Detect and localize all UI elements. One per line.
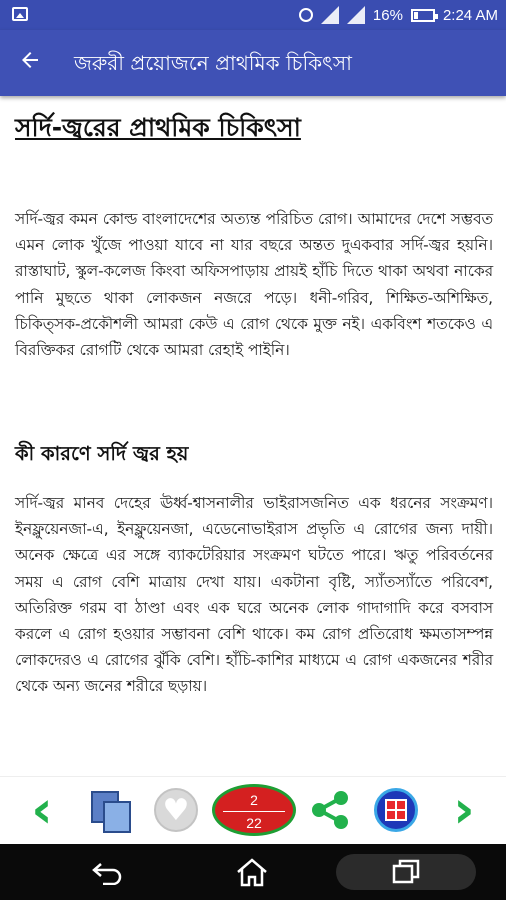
- status-bar: [0, 0, 506, 30]
- clock: 2:24 AM: [442, 6, 498, 24]
- back-arrow-icon[interactable]: [18, 46, 42, 80]
- article-content[interactable]: [0, 96, 506, 776]
- recents-icon: [391, 858, 421, 886]
- total-pages: 22: [246, 815, 262, 831]
- alarm-icon: [299, 8, 313, 22]
- nav-back-icon: [91, 859, 125, 885]
- nav-home-button[interactable]: [222, 854, 282, 890]
- contents-button[interactable]: [372, 785, 420, 835]
- page-indicator[interactable]: [210, 785, 298, 835]
- article-title: সর্দি-জ্বরের প্রাথমিক চিকিৎসা: [15, 113, 301, 142]
- current-page: 2: [250, 792, 258, 808]
- section-heading: কী কারণে সর্দি জ্বর হয়: [15, 442, 189, 465]
- share-icon: [307, 787, 353, 833]
- copy-icon: [89, 789, 131, 831]
- signal-icon-2: [347, 6, 365, 24]
- heart-icon: ♥: [154, 788, 198, 832]
- previous-button[interactable]: [18, 780, 66, 840]
- bottom-toolbar: [0, 776, 506, 845]
- grid-icon: [374, 788, 418, 832]
- chevron-left-icon: ‹: [31, 780, 53, 840]
- share-button[interactable]: [304, 785, 356, 835]
- nav-back-button[interactable]: [78, 854, 138, 890]
- battery-percent: 16%: [372, 6, 403, 24]
- section-paragraph: সর্দি-জ্বর মানব দেহের ঊর্ধ্ব-শ্বাসনালীর ভাইরাসজনিত এক ধরনের সংক্রমণ। ইনফ্লুয়েনজা-এ, ইনফ্লুয়েনজা, এডেনোভাইরাস প্রভৃতি এ রোগের জন্য দায়ী। অনেক ক্ষেত্রে এর সঙ্গে ব্যাকটেরিয়ার সংক্রমণ ঘটতে পারে। ঋতু পরিবর্তনের সময় এ রোগ বেশি মাত্রায় দেখা যায়। একটানা বৃষ্টি, স্যাঁতস্যাঁতে পরিবেশ, অতিরিক্ত গরম বা ঠাণ্ডা এবং এক ঘরে অনেক লোক গাদাগাদি করে বসবাস করলে এ রোগ হওয়ার সম্ভাবনা বেশি থাকে। কম রোগ প্রতিরোধ ক্ষমতাসম্পন্ন লোকদেরও এ রোগের ঝুঁকি বেশি। হাঁচি-কাশির মাধ্যমে এ রোগ একজনের শরীর থেকে অন্য জনের শরীরে ছড়ায়।: [15, 494, 493, 696]
- next-button[interactable]: [440, 780, 488, 840]
- nav-recents-button[interactable]: [336, 854, 476, 890]
- system-nav-bar: [0, 844, 506, 900]
- app-bar: [0, 30, 506, 96]
- intro-paragraph: সর্দি-জ্বর কমন কোল্ড বাংলাদেশের অত্যন্ত পরিচিত রোগ। আমাদের দেশে সম্ভবত এমন লোক খুঁজে পাওয়া যাবে না যার বছরে অন্তত দুএকবার সর্দি-জ্বর হয়নি। রাস্তাঘাট, স্কুল-কলেজ কিংবা অফিসপাড়ায় প্রায়ই হাঁচি দিতে থাকা অথবা নাকের পানি মুছতে থাকা লোকজন নজরে পড়ে। ধনী-গরিব, শিক্ষিত-অশিক্ষিত, চিকিত্সক-প্রকৌশলী আমরা কেউ এ রোগ থেকে মুক্ত নই। একবিংশ শতকেও এ বিরক্তিকর রোগটি থেকে আমরা রেহাই পাইনি।: [15, 210, 493, 360]
- battery-icon: [411, 9, 435, 22]
- copy-button[interactable]: [86, 785, 134, 835]
- home-icon: [235, 857, 269, 887]
- signal-icon: [321, 6, 339, 24]
- favorite-button[interactable]: [152, 785, 200, 835]
- app-title: জরুরী প্রয়োজনে প্রাথমিক চিকিৎসা: [74, 51, 352, 75]
- chevron-right-icon: ›: [453, 780, 475, 840]
- image-notification-icon: [12, 7, 28, 21]
